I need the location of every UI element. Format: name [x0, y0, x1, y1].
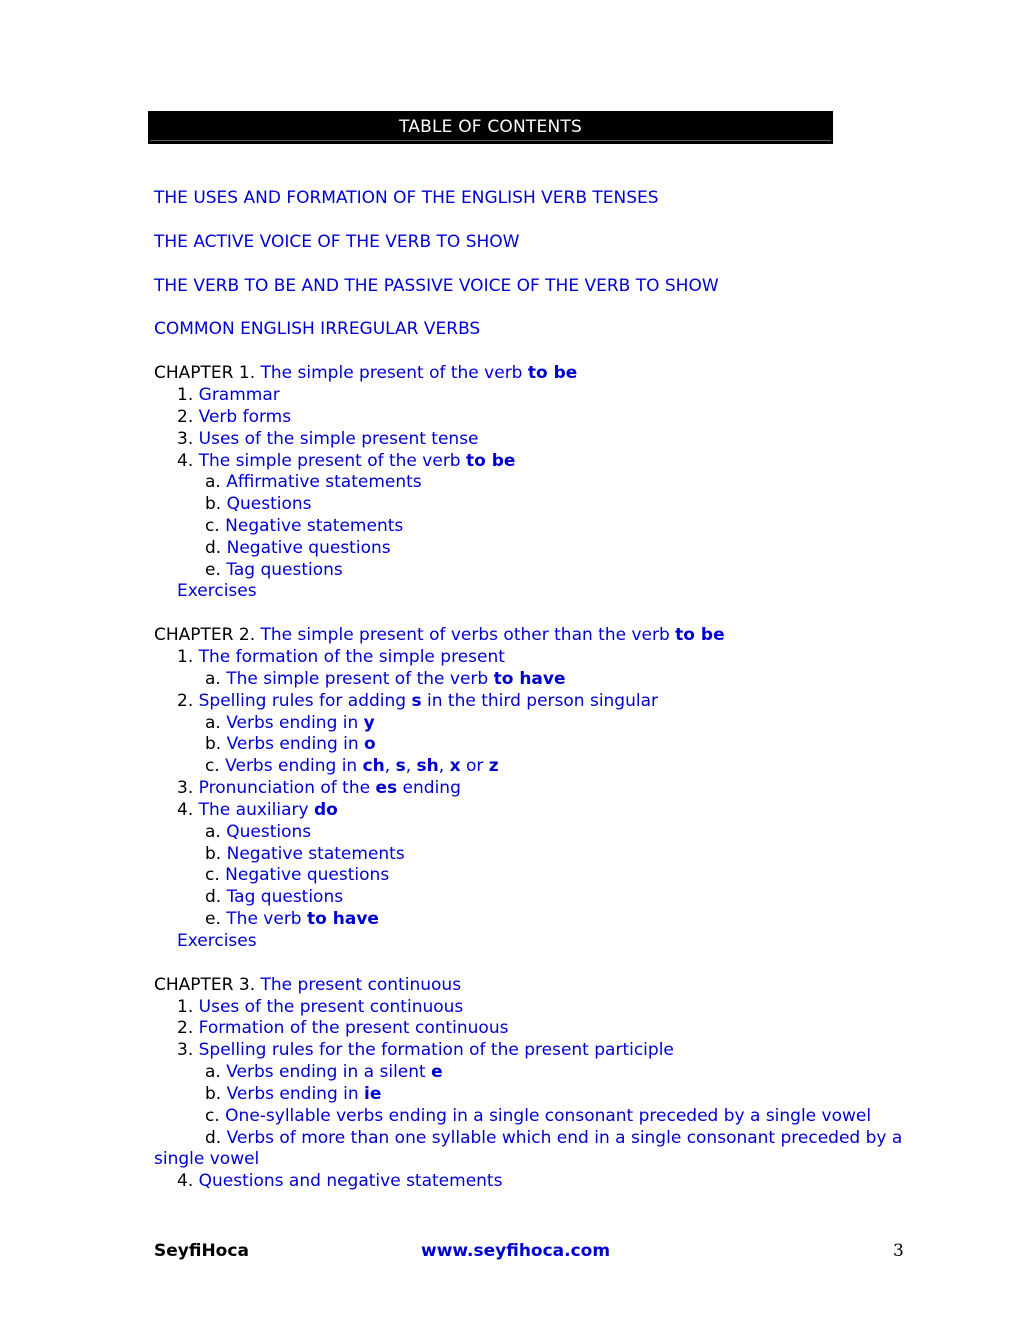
list-item: 3. Spelling rules for the formation of the present participle — [177, 1040, 674, 1060]
toc-link[interactable]: Verbs ending in ie — [226, 1084, 382, 1104]
toc-title: TABLE OF CONTENTS — [399, 117, 582, 137]
toc-link[interactable]: One-syllable verbs ending in a single consonant preceded by a single vowel — [225, 1106, 872, 1126]
chapter-3-link[interactable]: The present continuous — [260, 975, 462, 995]
chapter-label: CHAPTER 3. — [154, 975, 256, 995]
toc-link[interactable]: The verb to have — [226, 909, 379, 929]
list-item: c. Verbs ending in ch, s, sh, x or z — [205, 756, 499, 776]
list-item: 4. Questions and negative statements — [177, 1171, 503, 1191]
list-item: 4. The simple present of the verb to be — [177, 451, 516, 471]
list-item: a. Verbs ending in y — [205, 713, 375, 733]
toc-link[interactable]: Negative questions — [225, 865, 390, 885]
toc-link[interactable]: Negative statements — [225, 516, 404, 536]
list-item: a. The simple present of the verb to have — [205, 669, 566, 689]
toc-link[interactable]: Tag questions — [226, 560, 343, 580]
list-item — [177, 930, 257, 952]
list-item: 1. The formation of the simple present — [177, 647, 505, 667]
list-item: b. Questions — [205, 494, 312, 514]
list-item: d. Negative questions — [205, 538, 391, 558]
toc-link-passive-voice[interactable]: THE VERB TO BE AND THE PASSIVE VOICE OF THE VERB TO SHOW — [154, 276, 719, 296]
chapter-2-link[interactable]: The simple present of verbs other than the verb to be — [260, 625, 725, 645]
list-item: 3. Pronunciation of the es ending — [177, 778, 461, 798]
toc-link[interactable]: Negative questions — [226, 538, 391, 558]
chapter-3-heading — [154, 974, 461, 996]
chapter-label: CHAPTER 1. — [154, 363, 256, 383]
list-item — [177, 580, 257, 602]
list-item: b. Verbs ending in ie — [205, 1084, 382, 1104]
header-rule — [150, 140, 831, 141]
toc-link[interactable]: Grammar — [198, 385, 280, 405]
toc-link[interactable]: Verbs ending in y — [226, 713, 375, 733]
exercises-link[interactable]: Exercises — [177, 581, 257, 601]
toc-link[interactable]: Pronunciation of the es ending — [198, 778, 461, 798]
list-item: a. Questions — [205, 822, 312, 842]
toc-link[interactable]: Questions and negative statements — [198, 1171, 503, 1191]
list-item: c. Negative statements — [205, 516, 404, 536]
chapter-1-heading — [154, 362, 577, 384]
toc-link[interactable]: Uses of the simple present tense — [198, 429, 479, 449]
toc-link-active-voice[interactable]: THE ACTIVE VOICE OF THE VERB TO SHOW — [154, 232, 520, 252]
list-item: b. Verbs ending in o — [205, 734, 376, 754]
footer-author: SeyfiHoca — [154, 1241, 249, 1261]
toc-link[interactable]: Formation of the present continuous — [198, 1018, 509, 1038]
toc-link[interactable]: Verbs of more than one syllable which end in a single consonant preceded by a — [226, 1128, 903, 1148]
list-item: 4. The auxiliary do — [177, 800, 338, 820]
toc-link[interactable]: Verbs ending in a silent e — [226, 1062, 443, 1082]
toc-link[interactable]: Questions — [226, 494, 312, 514]
chapter-2-heading — [154, 624, 725, 646]
list-item: d. Verbs of more than one syllable which end in a single consonant preceded by a — [205, 1128, 903, 1148]
list-item: 1. Grammar — [177, 385, 280, 405]
toc-link[interactable]: The auxiliary do — [198, 800, 338, 820]
list-item: e. Tag questions — [205, 560, 343, 580]
toc-link[interactable]: The simple present of the verb to be — [198, 451, 516, 471]
list-item: a. Affirmative statements — [205, 472, 422, 492]
toc-link[interactable]: Verbs ending in o — [226, 734, 376, 754]
exercises-link[interactable]: Exercises — [177, 931, 257, 951]
list-item: a. Verbs ending in a silent e — [205, 1062, 443, 1082]
toc-link[interactable]: single vowel — [154, 1149, 260, 1169]
toc-link[interactable]: Verb forms — [198, 407, 292, 427]
page-number: 3 — [893, 1241, 904, 1261]
toc-link[interactable]: Verbs ending in ch, s, sh, x or z — [225, 756, 499, 776]
toc-link-verb-tenses[interactable]: THE USES AND FORMATION OF THE ENGLISH VERB TENSES — [154, 188, 659, 208]
toc-link[interactable]: Negative statements — [226, 844, 405, 864]
toc-link[interactable]: Spelling rules for the formation of the present participle — [198, 1040, 674, 1060]
toc-link[interactable]: Questions — [226, 822, 312, 842]
list-item: c. One-syllable verbs ending in a single consonant preceded by a single vowel — [205, 1106, 872, 1126]
toc-link[interactable]: Uses of the present continuous — [198, 997, 464, 1017]
toc-link[interactable]: Affirmative statements — [226, 472, 422, 492]
toc-link[interactable]: Tag questions — [226, 887, 344, 907]
list-item — [154, 1148, 259, 1170]
toc-link[interactable]: The formation of the simple present — [198, 647, 505, 667]
list-item: c. Negative questions — [205, 865, 390, 885]
toc-link[interactable]: Spelling rules for adding s in the third person singular — [198, 691, 659, 711]
list-item: d. Tag questions — [205, 887, 344, 907]
list-item: b. Negative statements — [205, 844, 405, 864]
list-item: 1. Uses of the present continuous — [177, 997, 464, 1017]
toc-link[interactable]: The simple present of the verb to have — [226, 669, 566, 689]
list-item: e. The verb to have — [205, 909, 379, 929]
footer-url-link[interactable]: www.seyfihoca.com — [421, 1241, 611, 1261]
toc-link-irregular-verbs[interactable]: COMMON ENGLISH IRREGULAR VERBS — [154, 319, 481, 339]
list-item: 2. Formation of the present continuous — [177, 1018, 509, 1038]
toc-header-bar — [148, 111, 833, 144]
chapter-label: CHAPTER 2. — [154, 625, 256, 645]
list-item: 2. Spelling rules for adding s in the third person singular — [177, 691, 659, 711]
list-item: 2. Verb forms — [177, 407, 292, 427]
list-item: 3. Uses of the simple present tense — [177, 429, 479, 449]
chapter-1-link[interactable]: The simple present of the verb to be — [260, 363, 578, 383]
